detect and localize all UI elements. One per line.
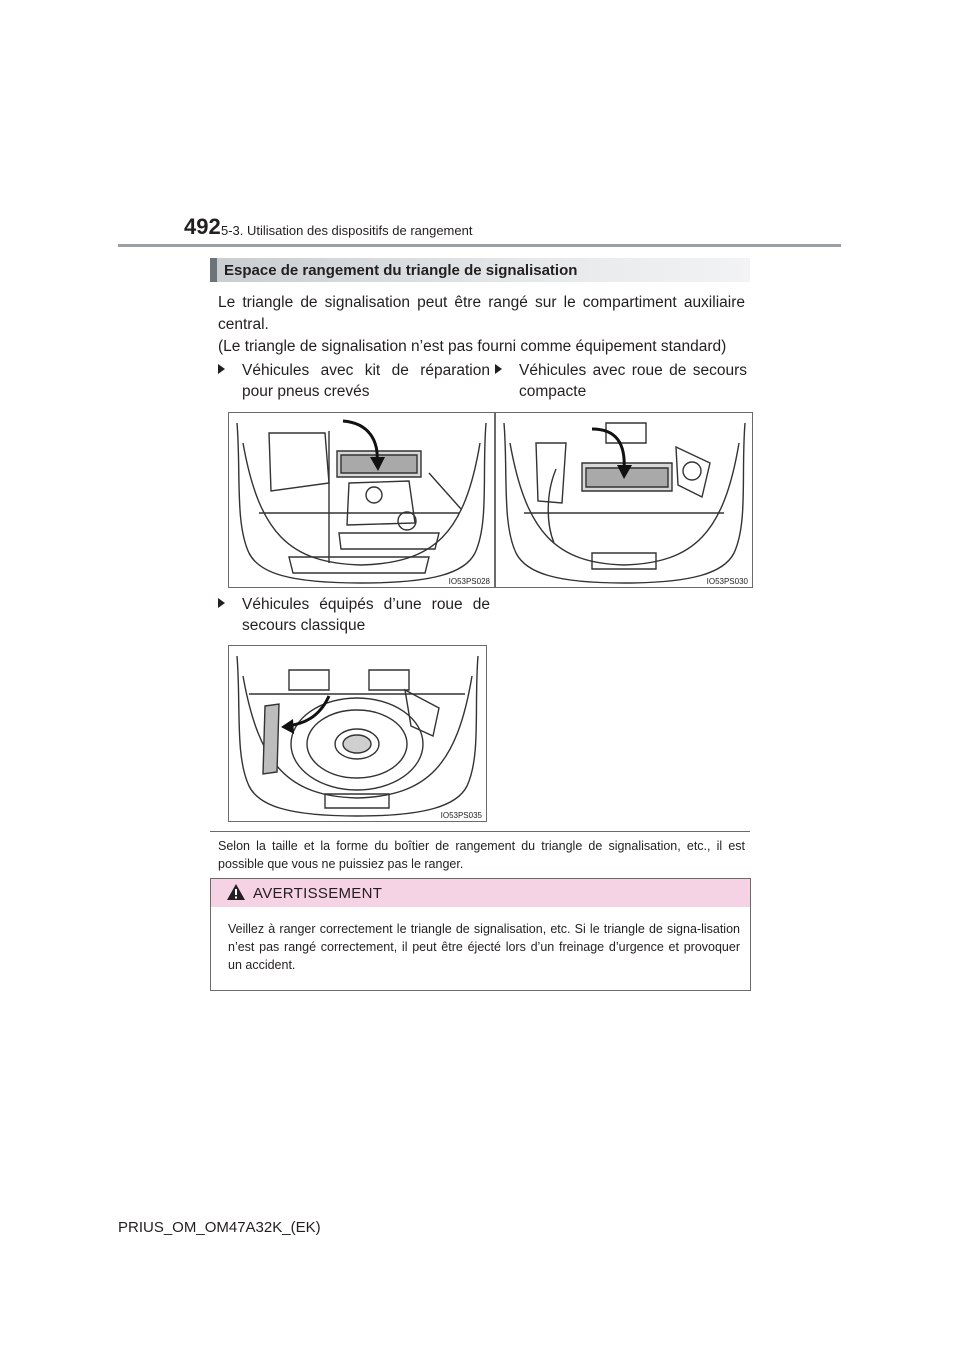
warning-text: Veillez à ranger correctement le triangle de signalisation, etc. Si le triangle de signa-lisation n’est pas rangé correctement, il peut être éjecté lors d’un freinage d’urgence et provoquer un accident. <box>228 922 740 972</box>
caption-text: Véhicules équipés d’une roue de secours classique <box>242 596 490 634</box>
caption-text: Véhicules avec kit de réparation pour pneus crevés <box>242 362 490 400</box>
heading-accent <box>210 258 217 282</box>
note-rule <box>210 831 750 832</box>
figure-caption-compact-spare <box>495 360 747 406</box>
figure-id: IO53PS030 <box>706 577 748 586</box>
trunk-drawing <box>496 413 752 587</box>
figure-id: IO53PS035 <box>440 811 482 820</box>
pointer-arrow <box>287 696 329 726</box>
note-text: Selon la taille et la forme du boîtier de rangement du triangle de signalisation, etc., il est possible que vous ne puissiez pas le ranger. <box>218 839 745 871</box>
intro-line-1: Le triangle de signalisation peut être rangé sur le compartiment auxiliaire central. <box>218 294 745 333</box>
header-rule <box>118 244 841 247</box>
intro-text <box>218 292 745 358</box>
section-heading: Espace de rangement du triangle de signalisation <box>224 262 578 279</box>
warning-triangle-icon <box>226 883 246 901</box>
caption-text: Véhicules avec roue de secours compacte <box>519 362 747 400</box>
trunk-drawing <box>229 413 494 587</box>
figure-caption-repair-kit <box>218 360 490 406</box>
section-title: 5-3. Utilisation des dispositifs de rangement <box>221 223 473 238</box>
triangle-bullet-icon <box>218 598 225 608</box>
triangle-bullet-icon <box>218 364 225 374</box>
intro-line-2: (Le triangle de signalisation n’est pas fourni comme équipement standard) <box>218 338 727 355</box>
trunk-illustration-compact-spare <box>495 412 753 588</box>
arrow-head-icon <box>281 719 294 734</box>
trunk-illustration-repair-kit <box>228 412 495 588</box>
trunk-illustration-full-spare <box>228 645 487 822</box>
page-number: 492 <box>184 214 221 239</box>
figure-caption-full-spare <box>218 594 490 640</box>
footer-code: PRIUS_OM_OM47A32K_(EK) <box>118 1219 321 1236</box>
warning-title: AVERTISSEMENT <box>253 885 383 902</box>
figure-id: IO53PS028 <box>448 577 490 586</box>
triangle-bullet-icon <box>495 364 502 374</box>
trunk-drawing <box>229 646 486 821</box>
